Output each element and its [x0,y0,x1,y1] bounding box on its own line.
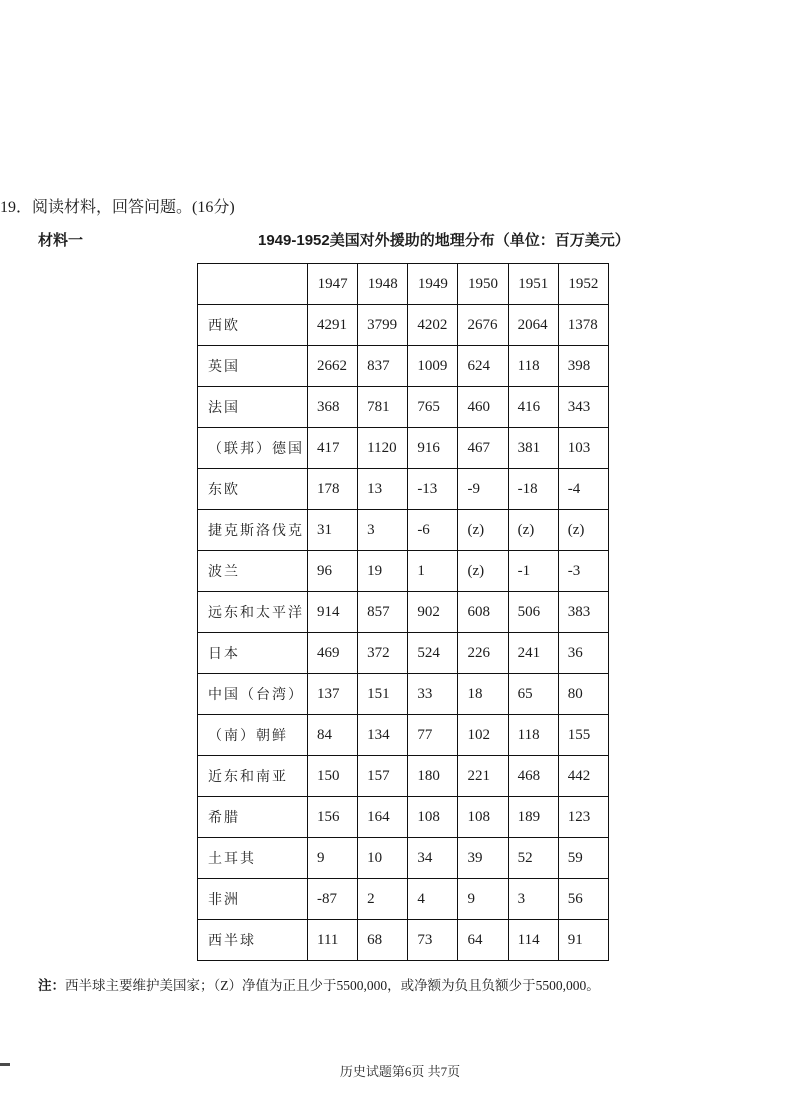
value-cell: (z) [458,510,508,551]
value-cell: 624 [458,346,508,387]
value-cell: 469 [308,633,358,674]
table-header-row [198,264,609,305]
table-row [198,305,609,346]
value-cell: 19 [358,551,408,592]
value-cell: -3 [558,551,608,592]
value-cell: 118 [508,346,558,387]
page-footer: 历史试题第6页 共7页 [339,1064,461,1079]
value-cell: 108 [458,797,508,838]
value-cell: 164 [358,797,408,838]
value-cell: 467 [458,428,508,469]
region-label-cell: 西欧 [198,305,308,346]
region-label-cell: 非洲 [198,879,308,920]
value-cell: 3799 [358,305,408,346]
value-cell: 114 [508,920,558,961]
value-cell: 417 [308,428,358,469]
value-cell: 150 [308,756,358,797]
region-label-cell: （联邦）德国 [198,428,308,469]
value-cell: 34 [408,838,458,879]
value-cell: 368 [308,387,358,428]
value-cell: 1009 [408,346,458,387]
table-row [198,469,609,510]
value-cell: 96 [308,551,358,592]
value-cell: 80 [558,674,608,715]
value-cell: 524 [408,633,458,674]
value-cell: 2662 [308,346,358,387]
region-label-cell: 土耳其 [198,838,308,879]
value-cell: 52 [508,838,558,879]
value-cell: 4202 [408,305,458,346]
value-cell: 56 [558,879,608,920]
region-label-cell: 东欧 [198,469,308,510]
value-cell: 1378 [558,305,608,346]
value-cell: -13 [408,469,458,510]
region-label-cell: 希腊 [198,797,308,838]
value-cell: 102 [458,715,508,756]
region-label-cell: 捷克斯洛伐克 [198,510,308,551]
footnote-text: 西半球主要维护美国家；（Z）净值为正且少于5500,000，或净额为负且负额少于5500,000。 [65,978,600,993]
table-row [198,633,609,674]
value-cell: 68 [358,920,408,961]
value-cell: 59 [558,838,608,879]
value-cell: 2 [358,879,408,920]
value-cell: 178 [308,469,358,510]
value-cell: 118 [508,715,558,756]
table-row [198,715,609,756]
value-cell: 372 [358,633,408,674]
value-cell: 137 [308,674,358,715]
table-row [198,920,609,961]
value-cell: 111 [308,920,358,961]
value-cell: 781 [358,387,408,428]
value-cell: 64 [458,920,508,961]
value-cell: 221 [458,756,508,797]
table-row [198,879,609,920]
year-header-cell: 1947 [308,264,358,305]
region-label-cell: 西半球 [198,920,308,961]
region-label-cell: 远东和太平洋 [198,592,308,633]
value-cell: 84 [308,715,358,756]
value-cell: 33 [408,674,458,715]
corner-cell [198,264,308,305]
value-cell: 180 [408,756,458,797]
region-label-cell: 中国（台湾） [198,674,308,715]
table-row [198,428,609,469]
table-row [198,387,609,428]
year-header-cell: 1952 [558,264,608,305]
region-label-cell: 英国 [198,346,308,387]
footnote-label: 注： [38,978,65,993]
aid-table [197,263,609,961]
value-cell: 3 [508,879,558,920]
table-title: 1949-1952美国对外援助的地理分布（单位：百万美元） [258,232,630,249]
value-cell: 9 [308,838,358,879]
year-header-cell: 1948 [358,264,408,305]
value-cell: 91 [558,920,608,961]
value-cell: 506 [508,592,558,633]
value-cell: 3 [358,510,408,551]
value-cell: 241 [508,633,558,674]
value-cell: 103 [558,428,608,469]
value-cell: 155 [558,715,608,756]
table-row [198,838,609,879]
table-row [198,674,609,715]
table-row [198,797,609,838]
table-row [198,551,609,592]
table-row [198,510,609,551]
value-cell: 108 [408,797,458,838]
value-cell: 156 [308,797,358,838]
region-label-cell: 近东和南亚 [198,756,308,797]
value-cell: 416 [508,387,558,428]
value-cell: 13 [358,469,408,510]
value-cell: 18 [458,674,508,715]
value-cell: 189 [508,797,558,838]
value-cell: 65 [508,674,558,715]
value-cell: 398 [558,346,608,387]
value-cell: 837 [358,346,408,387]
value-cell: 2676 [458,305,508,346]
value-cell: 31 [308,510,358,551]
value-cell: 460 [458,387,508,428]
value-cell: 4291 [308,305,358,346]
table-row [198,756,609,797]
value-cell: 4 [408,879,458,920]
aid-table-body [198,264,609,961]
value-cell: -1 [508,551,558,592]
value-cell: 916 [408,428,458,469]
value-cell: 73 [408,920,458,961]
value-cell: -9 [458,469,508,510]
table-row [198,592,609,633]
value-cell: 442 [558,756,608,797]
value-cell: 914 [308,592,358,633]
value-cell: 151 [358,674,408,715]
value-cell: 226 [458,633,508,674]
region-label-cell: （南）朝鲜 [198,715,308,756]
year-header-cell: 1950 [458,264,508,305]
value-cell: 10 [358,838,408,879]
table-row [198,346,609,387]
value-cell: 123 [558,797,608,838]
year-header-cell: 1949 [408,264,458,305]
value-cell: -87 [308,879,358,920]
value-cell: (z) [558,510,608,551]
value-cell: -6 [408,510,458,551]
value-cell: 468 [508,756,558,797]
value-cell: 157 [358,756,408,797]
value-cell: 9 [458,879,508,920]
year-header-cell: 1951 [508,264,558,305]
value-cell: 857 [358,592,408,633]
value-cell: 1 [408,551,458,592]
footnote [38,976,780,996]
material-one-label: 材料一 [38,232,84,249]
value-cell: 1120 [358,428,408,469]
value-cell: 383 [558,592,608,633]
value-cell: 765 [408,387,458,428]
value-cell: 343 [558,387,608,428]
value-cell: 902 [408,592,458,633]
value-cell: 134 [358,715,408,756]
value-cell: 608 [458,592,508,633]
value-cell: 36 [558,633,608,674]
value-cell: (z) [458,551,508,592]
value-cell: 77 [408,715,458,756]
region-label-cell: 波兰 [198,551,308,592]
value-cell: 39 [458,838,508,879]
region-label-cell: 日本 [198,633,308,674]
value-cell: 381 [508,428,558,469]
region-label-cell: 法国 [198,387,308,428]
value-cell: -18 [508,469,558,510]
value-cell: 2064 [508,305,558,346]
value-cell: -4 [558,469,608,510]
value-cell: (z) [508,510,558,551]
question-heading: 19．阅读材料，回答问题。(16分) [0,199,235,216]
